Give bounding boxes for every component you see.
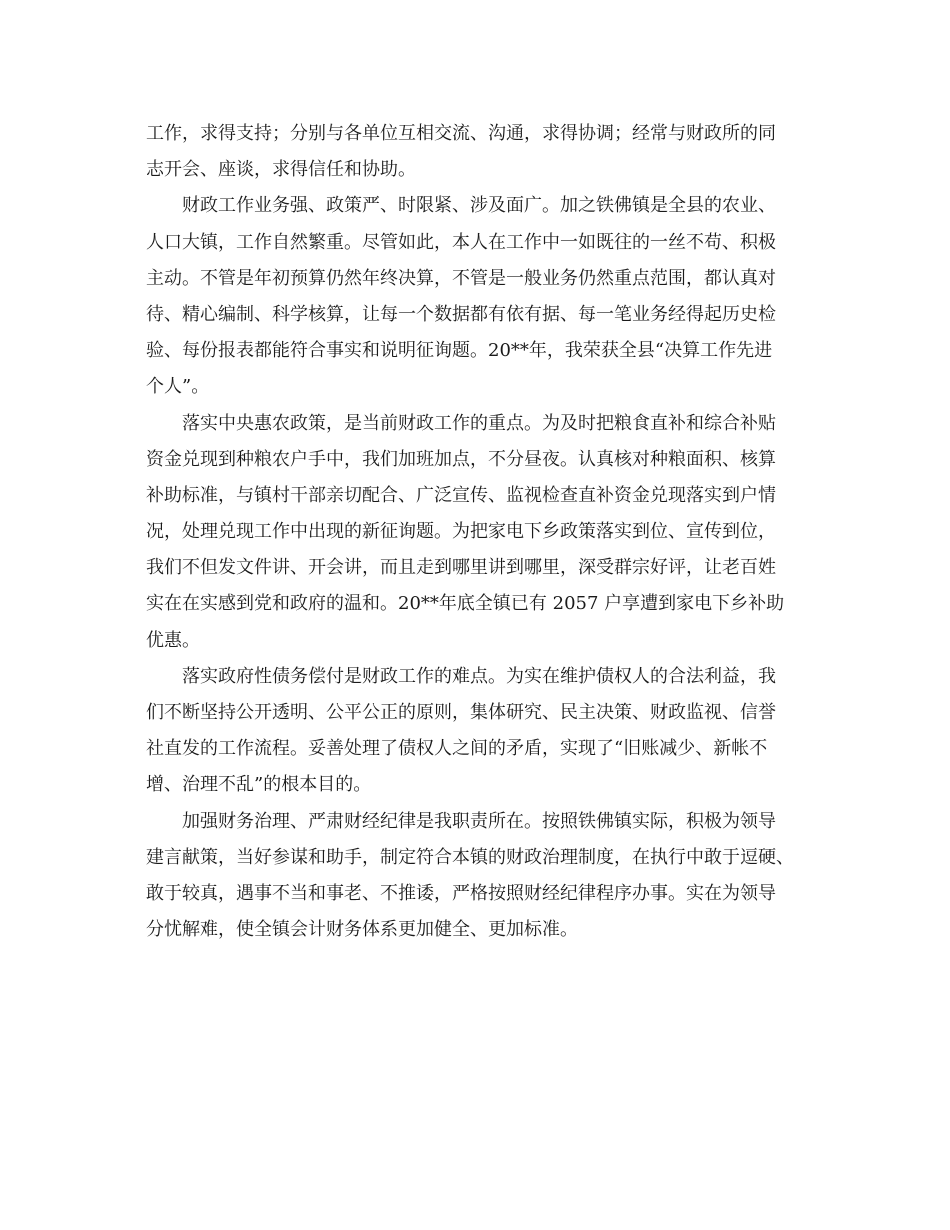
text-line: 待、精心编制、科学核算，让每一个数据都有依有据、每一笔业务经得起历史检: [146, 303, 776, 325]
paragraph-3: [146, 406, 806, 659]
text-line: 补助标准，与镇村干部亲切配合、广泛宣传、监视检查直补资金兑现落实到户情: [146, 484, 776, 506]
text-line: 工作，求得支持；分别与各单位互相交流、沟通，求得协调；经常与财政所的同: [146, 123, 776, 144]
text-line: 资金兑现到种粮农户手中，我们加班加点，不分昼夜。认真核对种粮面积、核算: [146, 448, 776, 470]
text-line: 志开会、座谈，求得信任和协助。: [146, 159, 416, 181]
text-line: 增、治理不乱”的根本目的。: [146, 774, 372, 796]
text-line: 财政工作业务强、政策严、时限紧、涉及面广。加之铁佛镇是全县的农业、: [182, 195, 776, 217]
paragraph-2: [146, 188, 806, 405]
paragraph-5: [146, 804, 806, 949]
paragraph-1: [146, 116, 806, 188]
text-line: 人口大镇，工作自然繁重。尽管如此，本人在工作中一如既往的一丝不苟、积极: [146, 231, 776, 253]
text-line: 我们不但发文件讲、开会讲，而且走到哪里讲到哪里，深受群宗好评，让老百姓: [146, 557, 776, 579]
text-line: 个人”。: [146, 376, 210, 398]
text-line: 社直发的工作流程。妥善处理了债权人之间的矛盾，实现了“旧账减少、新帐不: [146, 738, 768, 760]
text-line: 优惠。: [146, 629, 200, 651]
text-line: 落实中央惠农政策，是当前财政工作的重点。为及时把粮食直补和综合补贴: [182, 412, 776, 434]
text-line: 们不断坚持公开透明、公平公正的原则，集体研究、民主决策、财政监视、信誉: [146, 702, 776, 723]
paragraph-4: [146, 659, 806, 804]
text-line: 实在在实感到党和政府的温和。20**年底全镇已有 2057 户享遭到家电下乡补助: [146, 593, 785, 615]
text-line: 落实政府性债务偿付是财政工作的难点。为实在维护债权人的合法利益，我: [182, 665, 776, 687]
text-line: 加强财务治理、严肃财经纪律是我职责所在。按照铁佛镇实际，积极为领导: [182, 810, 776, 832]
text-line: 分忧解难，使全镇会计财务体系更加健全、更加标准。: [146, 919, 578, 941]
text-line: 况，处理兑现工作中出现的新征询题。为把家电下乡政策落实到位、宣传到位，: [146, 521, 776, 543]
text-line: 验、每份报表都能符合事实和说明征询题。20**年，我荣获全县“决算工作先进: [146, 340, 773, 362]
text-line: 主动。不管是年初预算仍然年终决算，不管是一般业务仍然重点范围，都认真对: [146, 267, 776, 289]
document-body: [146, 116, 806, 948]
text-line: 建言献策，当好参谋和助手，制定符合本镇的财政治理制度，在执行中敢于逗硬、: [146, 846, 794, 868]
text-line: 敢于较真，遇事不当和事老、不推诿，严格按照财经纪律程序办事。实在为领导: [146, 882, 776, 904]
